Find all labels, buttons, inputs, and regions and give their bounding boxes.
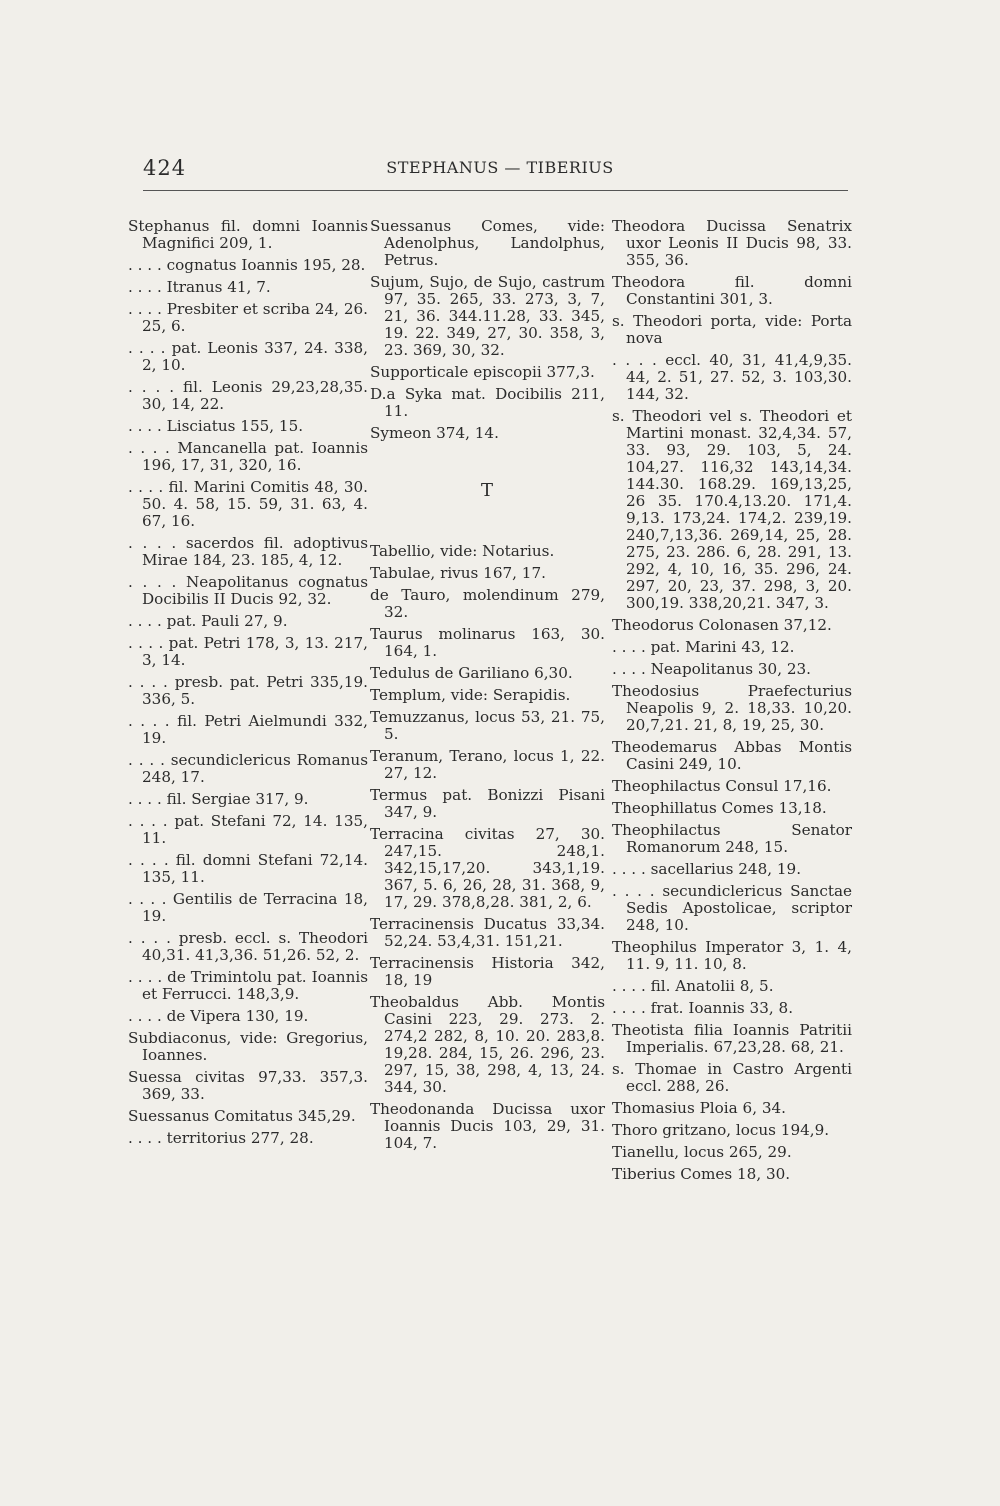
index-entry: . . . . sacellarius 248, 19. — [612, 860, 802, 878]
index-entry: . . . . Lisciatus 155, 15. — [128, 417, 304, 435]
index-entry: Theodosius Praefecturius Neapolis 9, 2. 18,33. 10,20. 20,7,21. 21, 8, 19, 25, 30. — [612, 682, 852, 734]
index-entry: Taurus molinarus 163, 30. 164, 1. — [370, 625, 605, 660]
index-entry: Theotista filia Ioannis Patritii Imperialis. 67,23,28. 68, 21. — [612, 1021, 852, 1056]
index-entry: . . . . pat. Petri 178, 3, 13. 217, 3, 14. — [128, 634, 368, 669]
index-entry: . . . . frat. Ioannis 33, 8. — [612, 999, 794, 1017]
index-entry: Sujum, Sujo, de Sujo, castrum 97, 35. 265, 33. 273, 3, 7, 21, 36. 344.11.28, 33. 345, 19. 22. 349, 27, 30. 358, 3, 23. 369, 30, 32. — [370, 273, 605, 359]
index-entry: . . . . Neapolitanus 30, 23. — [612, 660, 812, 678]
index-entry: Terracinensis Historia 342, 18, 19 — [370, 954, 605, 989]
index-entry: . . . . Mancanella pat. Ioannis 196, 17, 31, 320, 16. — [128, 439, 368, 474]
index-entry: Suessanus Comitatus 345,29. — [128, 1107, 356, 1125]
index-column-3 — [612, 218, 852, 1188]
index-entry: Templum, vide: Serapidis. — [370, 686, 571, 704]
index-entry: . . . . presb. eccl. s. Theodori 40,31. 41,3,36. 51,26. 52, 2. — [128, 929, 368, 964]
index-entry: D.a Syka mat. Docibilis 211, 11. — [370, 385, 605, 420]
index-entry: de Tauro, molendinum 279, 32. — [370, 586, 605, 621]
index-entry: Tabulae, rivus 167, 17. — [370, 564, 546, 582]
index-entry: Suessa civitas 97,33. 357,3. 369, 33. — [128, 1068, 368, 1103]
index-entry: . . . . Presbiter et scriba 24, 26. 25, 6. — [128, 300, 368, 335]
index-entry: . . . . territorius 277, 28. — [128, 1129, 314, 1147]
section-letter: T — [480, 480, 494, 501]
index-entry: . . . . pat. Leonis 337, 24. 338, 2, 10. — [128, 339, 368, 374]
index-entry: Tianellu, locus 265, 29. — [612, 1143, 792, 1161]
index-entry: . . . . sacerdos fil. adoptivus Mirae 184, 23. 185, 4, 12. — [128, 534, 368, 569]
index-entry: Theodora fil. domni Constantini 301, 3. — [612, 273, 852, 308]
index-entry: Theodemarus Abbas Montis Casini 249, 10. — [612, 738, 852, 773]
index-entry: Stephanus fil. domni Ioannis Magnifici 209, 1. — [128, 217, 368, 252]
index-entry: . . . . fil. Leonis 29,23,28,35. 30, 14, 22. — [128, 378, 368, 413]
index-entry: Tiberius Comes 18, 30. — [612, 1165, 791, 1183]
index-entry: Theodonanda Ducissa uxor Ioannis Ducis 103, 29, 31. 104, 7. — [370, 1100, 605, 1152]
index-entry: . . . . pat. Pauli 27, 9. — [128, 612, 288, 630]
index-entry: . . . . fil. Anatolii 8, 5. — [612, 977, 774, 995]
index-entry: Suessanus Comes, vide: Adenolphus, Landolphus, Petrus. — [370, 217, 605, 269]
running-title: STEPHANUS — TIBERIUS — [386, 158, 614, 177]
header-rule — [143, 190, 848, 191]
index-entry: Theophillatus Comes 13,18. — [612, 799, 827, 817]
index-entry: Supporticale episcopii 377,3. — [370, 363, 595, 381]
index-entry: Teranum, Terano, locus 1, 22. 27, 12. — [370, 747, 605, 782]
index-entry: Subdiaconus, vide: Gregorius, Ioannes. — [128, 1029, 368, 1064]
page-number: 424 — [143, 156, 187, 180]
index-entry: s. Theodori vel s. Theodori et Martini monast. 32,4,34. 57, 33. 93, 29. 103, 5, 24. 104,27. 116,32 143,14,34. 144.30. 168.29. 169,13,25, 26 35. 170.4,13.20. 171,4. 9,13. 173,24. 174,2. 239,19. 240,7,13,36. 269,14, 25, 28. 275, 23. 286. 6, 28. 291, 13. 292, 4, 10, 16, 35. 296, 24. 297, 20, 23, 37. 298, 3, 20. 300,19. 338,20,21. 347, 3. — [612, 407, 852, 612]
index-entry: s. Thomae in Castro Argenti eccl. 288, 26. — [612, 1060, 852, 1095]
index-entry: Tedulus de Gariliano 6,30. — [370, 664, 573, 682]
index-entry: Terracinensis Ducatus 33,34. 52,24. 53,4,31. 151,21. — [370, 915, 605, 950]
index-entry: . . . . pat. Stefani 72, 14. 135, 11. — [128, 812, 368, 847]
index-entry: . . . . de Trimintolu pat. Ioannis et Ferrucci. 148,3,9. — [128, 968, 368, 1003]
index-entry: Theobaldus Abb. Montis Casini 223, 29. 273. 2. 274,2 282, 8, 10. 20. 283,8. 19,28. 284, 15, 26. 296, 23. 297, 15, 38, 298, 4, 13, 24. 344, 30. — [370, 993, 605, 1096]
index-entry: Theophilactus Consul 17,16. — [612, 777, 832, 795]
index-entry: . . . . eccl. 40, 31, 41,4,9,35. 44, 2. 51, 27. 52, 3. 103,30. 144, 32. — [612, 351, 852, 403]
index-entry: Tabellio, vide: Notarius. — [370, 542, 555, 560]
index-entry: . . . . Itranus 41, 7. — [128, 278, 271, 296]
index-entry: . . . . de Vipera 130, 19. — [128, 1007, 309, 1025]
index-entry: . . . . Neapolitanus cognatus Docibilis II Ducis 92, 32. — [128, 573, 368, 608]
index-entry: Theophilactus Senator Romanorum 248, 15. — [612, 821, 852, 856]
index-entry: . . . . presb. pat. Petri 335,19. 336, 5. — [128, 673, 368, 708]
index-entry: . . . . Gentilis de Terracina 18, 19. — [128, 890, 368, 925]
index-entry: Theophilus Imperator 3, 1. 4, 11. 9, 11. 10, 8. — [612, 938, 852, 973]
index-entry: Theodora Ducissa Senatrix uxor Leonis II Ducis 98, 33. 355, 36. — [612, 217, 852, 269]
index-entry: s. Theodori porta, vide: Porta nova — [612, 312, 852, 347]
index-entry: . . . . fil. Sergiae 317, 9. — [128, 790, 309, 808]
index-entry: . . . . fil. Marini Comitis 48, 30. 50. 4. 58, 15. 59, 31. 63, 4. 67, 16. — [128, 478, 368, 530]
index-column-1 — [128, 218, 368, 1152]
index-entry: Thoro gritzano, locus 194,9. — [612, 1121, 830, 1139]
index-entry: Terracina civitas 27, 30. 247,15. 248,1. 342,15,17,20. 343,1,19. 367, 5. 6, 26, 28, 31. 368, 9, 17, 29. 378,8,28. 381, 2, 6. — [370, 825, 605, 911]
index-entry: . . . . secundiclericus Sanctae Sedis Apostolicae, scriptor 248, 10. — [612, 882, 852, 934]
index-column-2 — [370, 218, 605, 1157]
index-entry: . . . . fil. domni Stefani 72,14. 135, 11. — [128, 851, 368, 886]
index-entry: Temuzzanus, locus 53, 21. 75, 5. — [370, 708, 605, 743]
index-entry: . . . . secundiclericus Romanus 248, 17. — [128, 751, 368, 786]
index-entry: Theodorus Colonasen 37,12. — [612, 616, 832, 634]
index-entry: Termus pat. Bonizzi Pisani 347, 9. — [370, 786, 605, 821]
index-entry: Symeon 374, 14. — [370, 424, 499, 442]
index-entry: Thomasius Ploia 6, 34. — [612, 1099, 786, 1117]
index-entry: . . . . fil. Petri Aielmundi 332, 19. — [128, 712, 368, 747]
index-entry: . . . . cognatus Ioannis 195, 28. — [128, 256, 366, 274]
index-entry: . . . . pat. Marini 43, 12. — [612, 638, 795, 656]
